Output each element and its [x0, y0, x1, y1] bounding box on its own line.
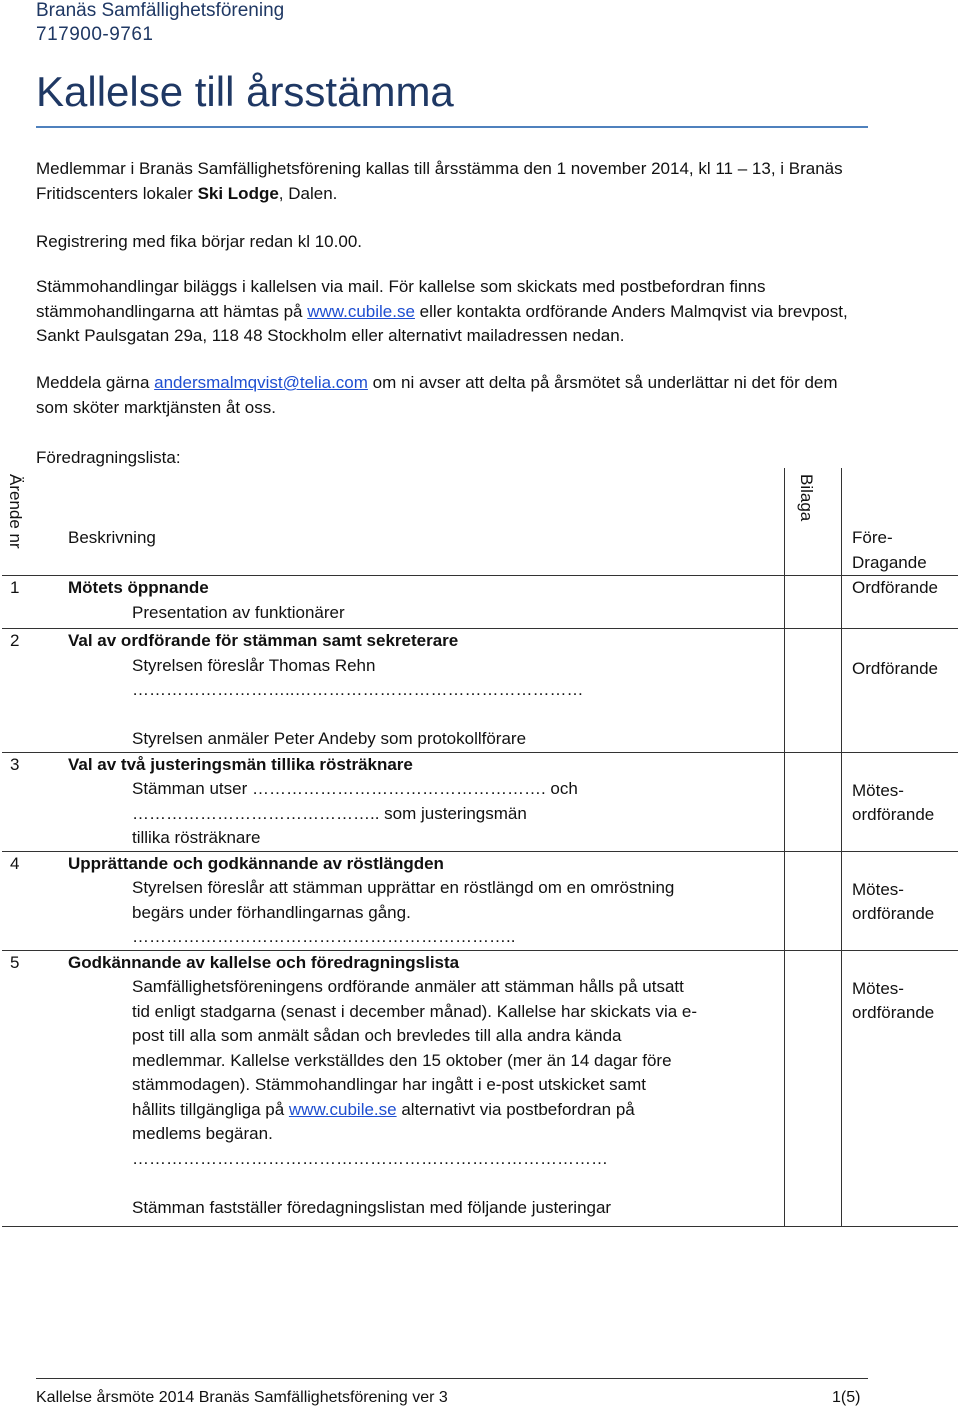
header-bilaga: Bilaga	[797, 474, 816, 522]
documents-text: eller kontakta ordförande Anders Malmqvist via brevpost, Sankt Paulsgatan 29a, 118 48 Stockholm eller alternativt mailadressen nedan.	[36, 301, 848, 345]
header-cell-num	[2, 468, 56, 576]
item-line: Presentation av funktionärer	[132, 602, 345, 622]
table-row	[2, 851, 958, 950]
row-desc	[56, 576, 785, 629]
item-text: hållits tillgängliga på	[132, 1099, 289, 1119]
item-line-blank	[68, 703, 784, 728]
table-row	[2, 629, 958, 753]
item-line: tillika rösträknare	[132, 828, 261, 847]
intro-paragraph-1	[36, 157, 866, 206]
agenda-heading: Föredragningslista:	[36, 448, 181, 467]
item-line: Samfällighetsföreningens ordförande anmäler att stämman hålls på utsatt	[132, 977, 684, 996]
footer-text: Kallelse årsmöte 2014 Branäs Samfällighetsförening ver 3	[36, 1389, 448, 1406]
item-line: Styrelsen anmäler Peter Andeby som protokollförare	[132, 729, 527, 748]
row-num: 3	[2, 752, 56, 851]
item-line: medlems begäran.	[132, 1124, 273, 1143]
row-foredragande: Ordförande	[842, 576, 959, 629]
item-title: Val av två justeringsmän tillika rösträknare	[68, 754, 413, 774]
contact-text: om ni avser att delta på årsmötet så underlättar ni det för dem som sköter marktjänsten åt oss.	[36, 373, 838, 417]
documents-text: Stämmohandlingar biläggs i kallelsen via mail. För kallelse som skickats med postbefordran finns stämmohandlingarna att hämtas på	[36, 277, 766, 321]
row-bilaga	[785, 950, 842, 1227]
footer-divider	[36, 1378, 868, 1379]
agenda-header-row	[2, 468, 958, 576]
venue-name: Ski Lodge	[197, 183, 279, 203]
header-cell-desc	[56, 468, 785, 576]
item-line: tid enligt stadgarna (senast i december månad). Kallelse har skickats via e-	[132, 1001, 698, 1021]
page-title: Kallelse till årsstämma	[36, 68, 454, 115]
page-number: 1(5)	[832, 1389, 861, 1406]
item-title: Mötets öppnande	[68, 578, 209, 597]
row-desc	[56, 950, 785, 1227]
table-row	[2, 576, 958, 629]
row-foredragande: Mötes- ordförande	[842, 851, 959, 950]
item-line: Stämman fastställer föredagningslistan med följande justeringar	[132, 1197, 612, 1217]
item-line: Stämman utser ……………………………………………. och	[132, 779, 578, 798]
row-bilaga	[785, 576, 842, 629]
header-cell-fore	[842, 468, 959, 576]
item-line-with-link	[68, 1098, 784, 1123]
item-line: begärs under förhandlingarnas gång.	[132, 902, 411, 922]
row-foredragande: Mötes- ordförande	[842, 752, 959, 851]
item-line: …………………………………………………………………………	[132, 1148, 608, 1168]
item-title: Godkännande av kallelse och föredragningslista	[68, 952, 460, 972]
row-desc	[56, 851, 785, 950]
row-num: 5	[2, 950, 56, 1227]
cubile-link[interactable]: www.cubile.se	[307, 301, 415, 321]
header-org-name: Branäs Samfällighetsförening	[36, 0, 285, 21]
documents-paragraph	[36, 275, 866, 349]
contact-paragraph	[36, 371, 866, 420]
item-line-blank	[68, 1171, 784, 1196]
item-text: alternativt via postbefordran på	[396, 1099, 635, 1119]
row-bilaga	[785, 851, 842, 950]
cubile-link[interactable]: www.cubile.se	[288, 1099, 397, 1119]
item-line: ………………………..……………………………………………	[132, 680, 584, 699]
row-num: 2	[2, 629, 56, 753]
item-line: …………………………………….. som justeringsmän	[132, 803, 527, 823]
row-foredragande: Mötes- ordförande	[842, 950, 959, 1227]
table-row	[2, 752, 958, 851]
item-line: medlemmar. Kallelse verkställdes den 15 oktober (mer än 14 dagar före	[132, 1050, 672, 1070]
item-line: …………………………………………………………..	[132, 927, 516, 946]
row-num: 1	[2, 576, 56, 629]
row-bilaga	[785, 629, 842, 753]
row-bilaga	[785, 752, 842, 851]
item-line: Styrelsen föreslår Thomas Rehn	[132, 655, 376, 675]
registration-paragraph: Registrering med fika börjar redan kl 10.00.	[36, 232, 362, 251]
header-desc: Beskrivning	[68, 528, 156, 547]
header-foredragande: Före- Dragande	[852, 528, 927, 572]
table-row	[2, 950, 958, 1227]
item-line: stämmodagen). Stämmohandlingar har ingått i e-post utskicket samt	[132, 1075, 647, 1094]
title-underline	[36, 126, 868, 128]
email-link[interactable]: andersmalmqvist@telia.com	[154, 373, 368, 392]
contact-text: Meddela gärna	[36, 373, 155, 392]
intro-text: Medlemmar i Branäs Samfällighetsförening kallas till årsstämma den 1 november 2014, kl 11 – 13, i Branäs Fritidscenters lokaler	[36, 159, 843, 203]
header-num: Ärende nr	[6, 474, 25, 549]
header-org-id: 717900-9761	[36, 24, 154, 45]
intro-text: , Dalen.	[278, 183, 338, 203]
agenda-table	[2, 468, 958, 1227]
row-desc	[56, 629, 785, 753]
item-title: Upprättande och godkännande av röstlängden	[68, 853, 444, 873]
header-cell-bil	[785, 468, 842, 576]
row-foredragande: Ordförande	[842, 629, 959, 753]
item-title: Val av ordförande för stämman samt sekreterare	[68, 631, 459, 650]
row-num: 4	[2, 851, 56, 950]
item-line: post till alla som anmält sådan och brevledes till alla andra kända	[132, 1026, 622, 1045]
row-desc	[56, 752, 785, 851]
item-line: Styrelsen föreslår att stämman upprättar en röstlängd om en omröstning	[132, 878, 675, 897]
